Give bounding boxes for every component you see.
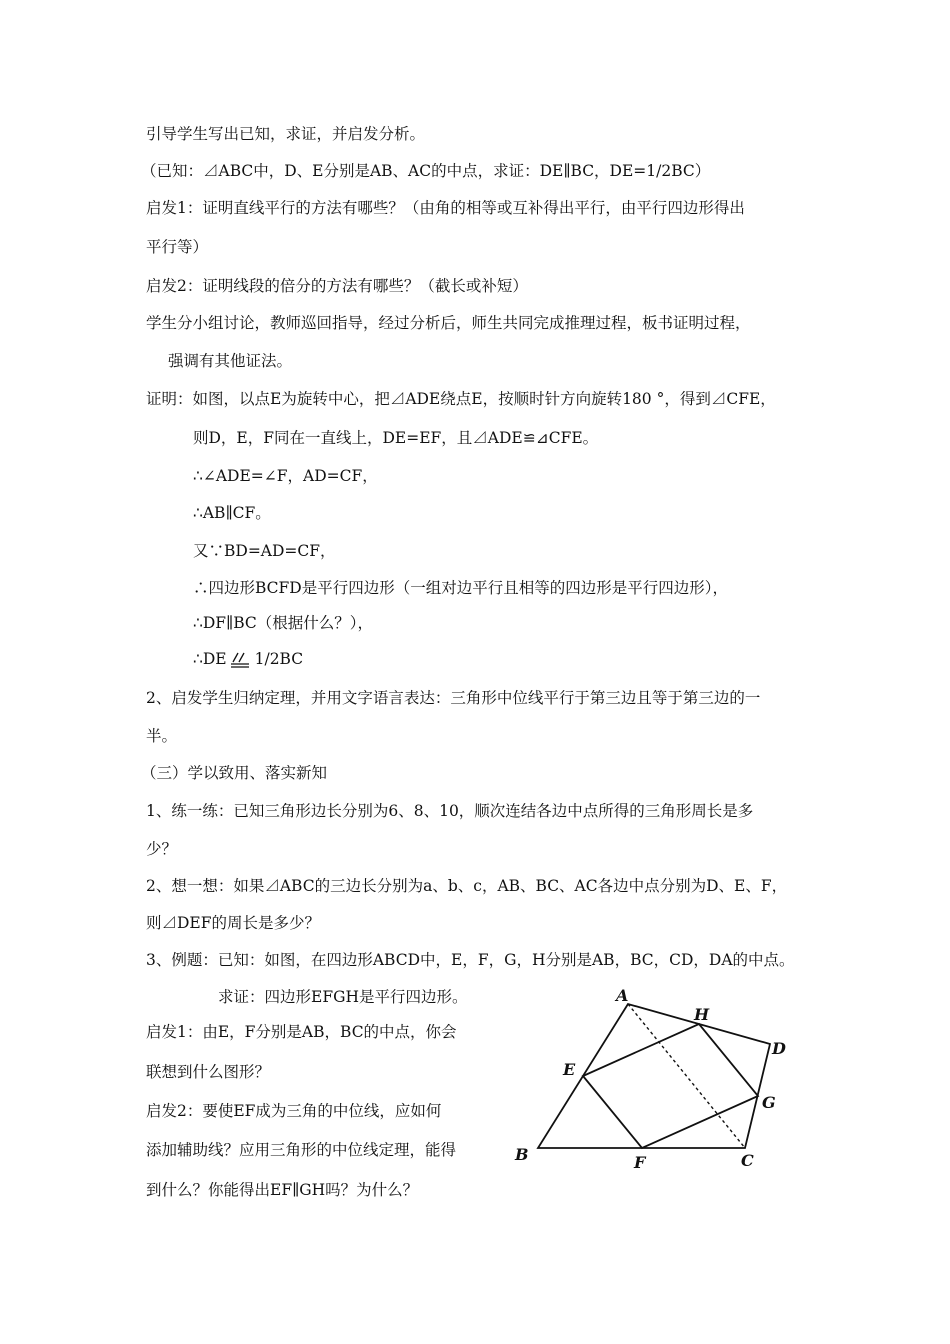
diagonal-ac <box>628 1004 745 1148</box>
vertex-label-e: E <box>563 1060 576 1079</box>
text-line: （已知：⊿ABC中，D、E分别是AB、AC的中点，求证：DE∥BC，DE=1/2BC） <box>141 162 711 180</box>
vertex-label-b: B <box>515 1145 529 1164</box>
vertex-label-a: A <box>616 986 629 1005</box>
text-line: 2、想一想：如果⊿ABC的三边长分别为a、b、c，AB、BC、AC各边中点分别为D、E、F， <box>146 877 788 895</box>
text-line: 联想到什么图形？ <box>146 1063 271 1081</box>
text-line: 平行等） <box>146 238 209 256</box>
parallel-equal-symbol <box>229 651 253 669</box>
vertex-label-c: C <box>741 1151 754 1170</box>
text-line <box>193 649 303 669</box>
text-line: 1、练一练：已知三角形边长分别为6、8、10，顺次连结各边中点所得的三角形周长是多 <box>146 802 754 820</box>
text-line: 到什么？你能得出EF∥GH吗？为什么？ <box>146 1181 419 1199</box>
text-line: 添加辅助线？应用三角形的中位线定理，能得 <box>146 1141 457 1159</box>
text-line: 2、启发学生归纳定理，并用文字语言表达：三角形中位线平行于第三边且等于第三边的一 <box>146 689 761 707</box>
text-fragment: ∴DE <box>193 650 227 668</box>
text-line: 启发1：由E，F分别是AB，BC的中点，你会 <box>146 1023 457 1041</box>
text-line: ∴四边形BCFD是平行四边形（一组对边平行且相等的四边形是平行四边形）， <box>193 579 728 597</box>
text-line: 启发2：要使EF成为三角的中位线，应如何 <box>146 1102 442 1120</box>
parallelogram-efgh <box>583 1024 758 1148</box>
text-line: 半。 <box>146 727 178 745</box>
quadrilateral-figure <box>510 986 800 1185</box>
text-line: 3、例题：已知：如图，在四边形ABCD中，E，F，G，H分别是AB，BC，CD，DA的中点。 <box>146 951 795 969</box>
text-line: ∴DF∥BC（根据什么？）， <box>193 614 373 632</box>
text-line: ∴AB∥CF。 <box>193 504 271 522</box>
vertex-label-d: D <box>772 1039 786 1058</box>
vertex-label-f: F <box>634 1153 646 1172</box>
vertex-label-g: G <box>762 1093 776 1112</box>
text-fragment: 1/2BC <box>254 650 304 668</box>
text-line: 引导学生写出已知，求证，并启发分析。 <box>146 125 426 143</box>
text-line: 强调有其他证法。 <box>168 352 293 370</box>
text-line: 启发1：证明直线平行的方法有哪些？（由角的相等或互补得出平行，由平行四边形得出 <box>146 199 745 217</box>
text-line: 少？ <box>146 840 178 858</box>
text-line: 学生分小组讨论，教师巡回指导，经过分析后，师生共同完成推理过程，板书证明过程， <box>146 314 751 332</box>
text-line: 启发2：证明线段的倍分的方法有哪些？（截长或补短） <box>146 277 528 295</box>
text-line: 又∵BD=AD=CF， <box>193 542 336 560</box>
text-line: ∴∠ADE=∠F，AD=CF， <box>193 467 378 485</box>
text-line: （三）学以致用、落实新知 <box>141 764 328 782</box>
vertex-label-h: H <box>694 1005 710 1024</box>
text-line: 证明：如图，以点E为旋转中心，把⊿ADE绕点E，按顺时针方向旋转180 °，得到⊿CFE， <box>146 390 776 408</box>
text-line: 则D，E，F同在一直线上，DE=EF，且⊿ADE≌⊿CFE。 <box>193 429 599 447</box>
text-line: 则⊿DEF的周长是多少？ <box>146 914 320 932</box>
text-line: 求证：四边形EFGH是平行四边形。 <box>218 988 468 1006</box>
